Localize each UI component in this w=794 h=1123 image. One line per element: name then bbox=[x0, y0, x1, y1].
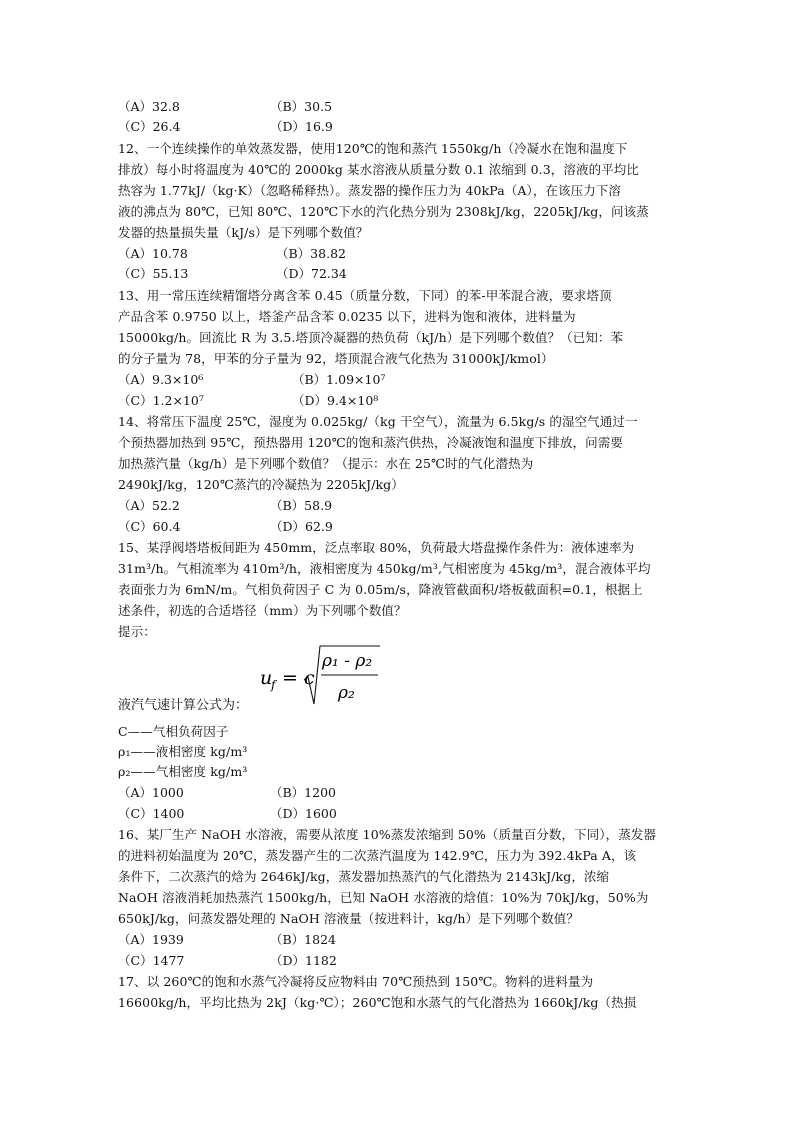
q13-option-c: （C）1.2×10⁷ bbox=[118, 393, 204, 408]
q11-option-a: （A）32.8 bbox=[118, 99, 180, 114]
q14-option-d: （D）62.9 bbox=[270, 519, 333, 534]
q14-line: 个预热器加热到 95℃，预热器用 120℃的饱和蒸汽供热，冷凝液饱和温度下排放，问需要 bbox=[118, 435, 623, 450]
q16-line: 16、某厂生产 NaOH 水溶液，需要从浓度 10%蒸发浓缩到 50%（质量百分数，下同），蒸发器 bbox=[118, 827, 657, 842]
q13-option-b: （B）1.09×10⁷ bbox=[292, 372, 386, 387]
formula-denominator: ρ₂ bbox=[338, 683, 355, 703]
q14-option-a: （A）52.2 bbox=[118, 498, 180, 513]
q16-option-b: （B）1824 bbox=[270, 932, 336, 947]
q16-line: NaOH 溶液消耗加热蒸汽 1500kg/h，已知 NaOH 水溶液的焓值：10%为 70kJ/kg，50%为 bbox=[118, 890, 649, 905]
q16-option-d: （D）1182 bbox=[270, 953, 337, 968]
q16-line: 650kJ/kg，问蒸发器处理的 NaOH 溶液量（按进料计，kg/h）是下列哪个数值？ bbox=[118, 911, 579, 926]
q16-line: 的进料初始温度为 20℃，蒸发器产生的二次蒸汽温度为 142.9℃，压力为 392.4kPa A，该 bbox=[118, 848, 637, 863]
q12-line: 热容为 1.77kJ/（kg·K）（忽略稀释热）。蒸发器的操作压力为 40kPa（A），在该压力下溶 bbox=[118, 183, 622, 198]
q15-def: C——气相负荷因子 bbox=[118, 724, 229, 739]
q11-option-d: （D）16.9 bbox=[270, 119, 333, 134]
q14-option-c: （C）60.4 bbox=[118, 519, 181, 534]
q12-line: 排放）每小时将温度为 40℃的 2000kg 某水溶液从质量分数 0.1 浓缩到 0.3，溶液的平均比 bbox=[118, 162, 639, 177]
q15-option-c: （C）1400 bbox=[118, 806, 185, 821]
q15-def: ρ₁——液相密度 kg/m³ bbox=[118, 744, 248, 759]
formula-eq: = c bbox=[282, 667, 315, 689]
q12-line: 12、一个连续操作的单效蒸发器，使用120℃的饱和蒸汽 1550kg/h（冷凝水在饱和温度下 bbox=[118, 141, 628, 156]
q12-option-c: （C）55.13 bbox=[118, 266, 189, 281]
q15-line: 述条件，初选的合适塔径（mm）为下列哪个数值？ bbox=[118, 603, 407, 618]
formula-numerator: ρ₁ - ρ₂ bbox=[322, 651, 373, 671]
formula-lhs: u bbox=[260, 667, 273, 689]
flooding-velocity-formula bbox=[260, 642, 400, 712]
q14-line: 加热蒸汽量（kg/h）是下列哪个数值？（提示：水在 25℃时的气化潜热为 bbox=[118, 456, 534, 471]
formula-label: 液汽气速计算公式为： bbox=[118, 698, 249, 713]
q17-line: 16600kg/h，平均比热为 2kJ（kg·℃）；260℃饱和水蒸气的气化潜热为 1660kJ/kg（热损 bbox=[118, 995, 637, 1010]
q14-line: 14、将常压下温度 25℃，湿度为 0.025kg/（kg 干空气），流量为 6.5kg/s 的湿空气通过一 bbox=[118, 414, 638, 429]
q16-option-a: （A）1939 bbox=[118, 932, 184, 947]
q12-option-a: （A）10.78 bbox=[118, 246, 188, 261]
q13-option-d: （D）9.4×10⁸ bbox=[292, 393, 379, 408]
q15-def: ρ₂——气相密度 kg/m³ bbox=[118, 764, 248, 779]
formula-lhs-sub: f bbox=[271, 678, 276, 692]
q14-option-b: （B）58.9 bbox=[270, 498, 333, 513]
q15-option-a: （A）1000 bbox=[118, 785, 184, 800]
q15-line: 31m³/h。气相流率为 410m³/h，液相密度为 450kg/m³,气相密度为 45kg/m³，混合液体平均 bbox=[118, 561, 651, 576]
q13-line: 13、用一常压连续精馏塔分离含苯 0.45（质量分数，下同）的苯-甲苯混合液，要求塔顶 bbox=[118, 288, 612, 303]
formula-graphic bbox=[260, 642, 400, 712]
q16-line: 条件下，二次蒸汽的焓为 2646kJ/kg，蒸发器加热蒸汽的气化潜热为 2143kJ/kg，浓缩 bbox=[118, 869, 610, 884]
q15-option-d: （D）1600 bbox=[270, 806, 337, 821]
q14-line: 2490kJ/kg，120℃蒸汽的冷凝热为 2205kJ/kg） bbox=[118, 477, 404, 492]
q12-option-d: （D）72.34 bbox=[276, 266, 347, 281]
q13-line: 的分子量为 78，甲苯的分子量为 92，塔顶混合液气化热为 31000kJ/kmol） bbox=[118, 351, 554, 366]
q15-line: 15、某浮阀塔塔板间距为 450mm，泛点率取 80%，负荷最大塔盘操作条件为：液体速率为 bbox=[118, 540, 635, 555]
q12-option-b: （B）38.82 bbox=[276, 246, 346, 261]
q15-option-b: （B）1200 bbox=[270, 785, 336, 800]
q15-hint-label: 提示： bbox=[118, 624, 156, 639]
q12-line: 液的沸点为 80℃，已知 80℃、120℃下水的汽化热分别为 2308kJ/kg，2205kJ/kg，问该蒸 bbox=[118, 204, 649, 219]
q13-option-a: （A）9.3×10⁶ bbox=[118, 372, 204, 387]
q11-option-b: （B）30.5 bbox=[270, 99, 333, 114]
q17-line: 17、以 260℃的饱和水蒸气冷凝将反应物料由 70℃预热到 150℃。物料的进料量为 bbox=[118, 974, 594, 989]
q15-line: 表面张力为 6mN/m。气相负荷因子 C 为 0.05m/s，降液管截面积/塔板截面积=0.1，根据上 bbox=[118, 582, 643, 597]
q13-line: 产品含苯 0.9750 以上，塔釜产品含苯 0.0235 以下，进料为饱和液体，进料量为 bbox=[118, 309, 576, 324]
q13-line: 15000kg/h。回流比 R 为 3.5.塔顶冷凝器的热负荷（kJ/h）是下列哪个数值？（已知：苯 bbox=[118, 330, 624, 345]
q11-option-c: （C）26.4 bbox=[118, 119, 181, 134]
q16-option-c: （C）1477 bbox=[118, 953, 185, 968]
q12-line: 发器的热量损失量（kJ/s）是下列哪个数值？ bbox=[118, 225, 369, 240]
